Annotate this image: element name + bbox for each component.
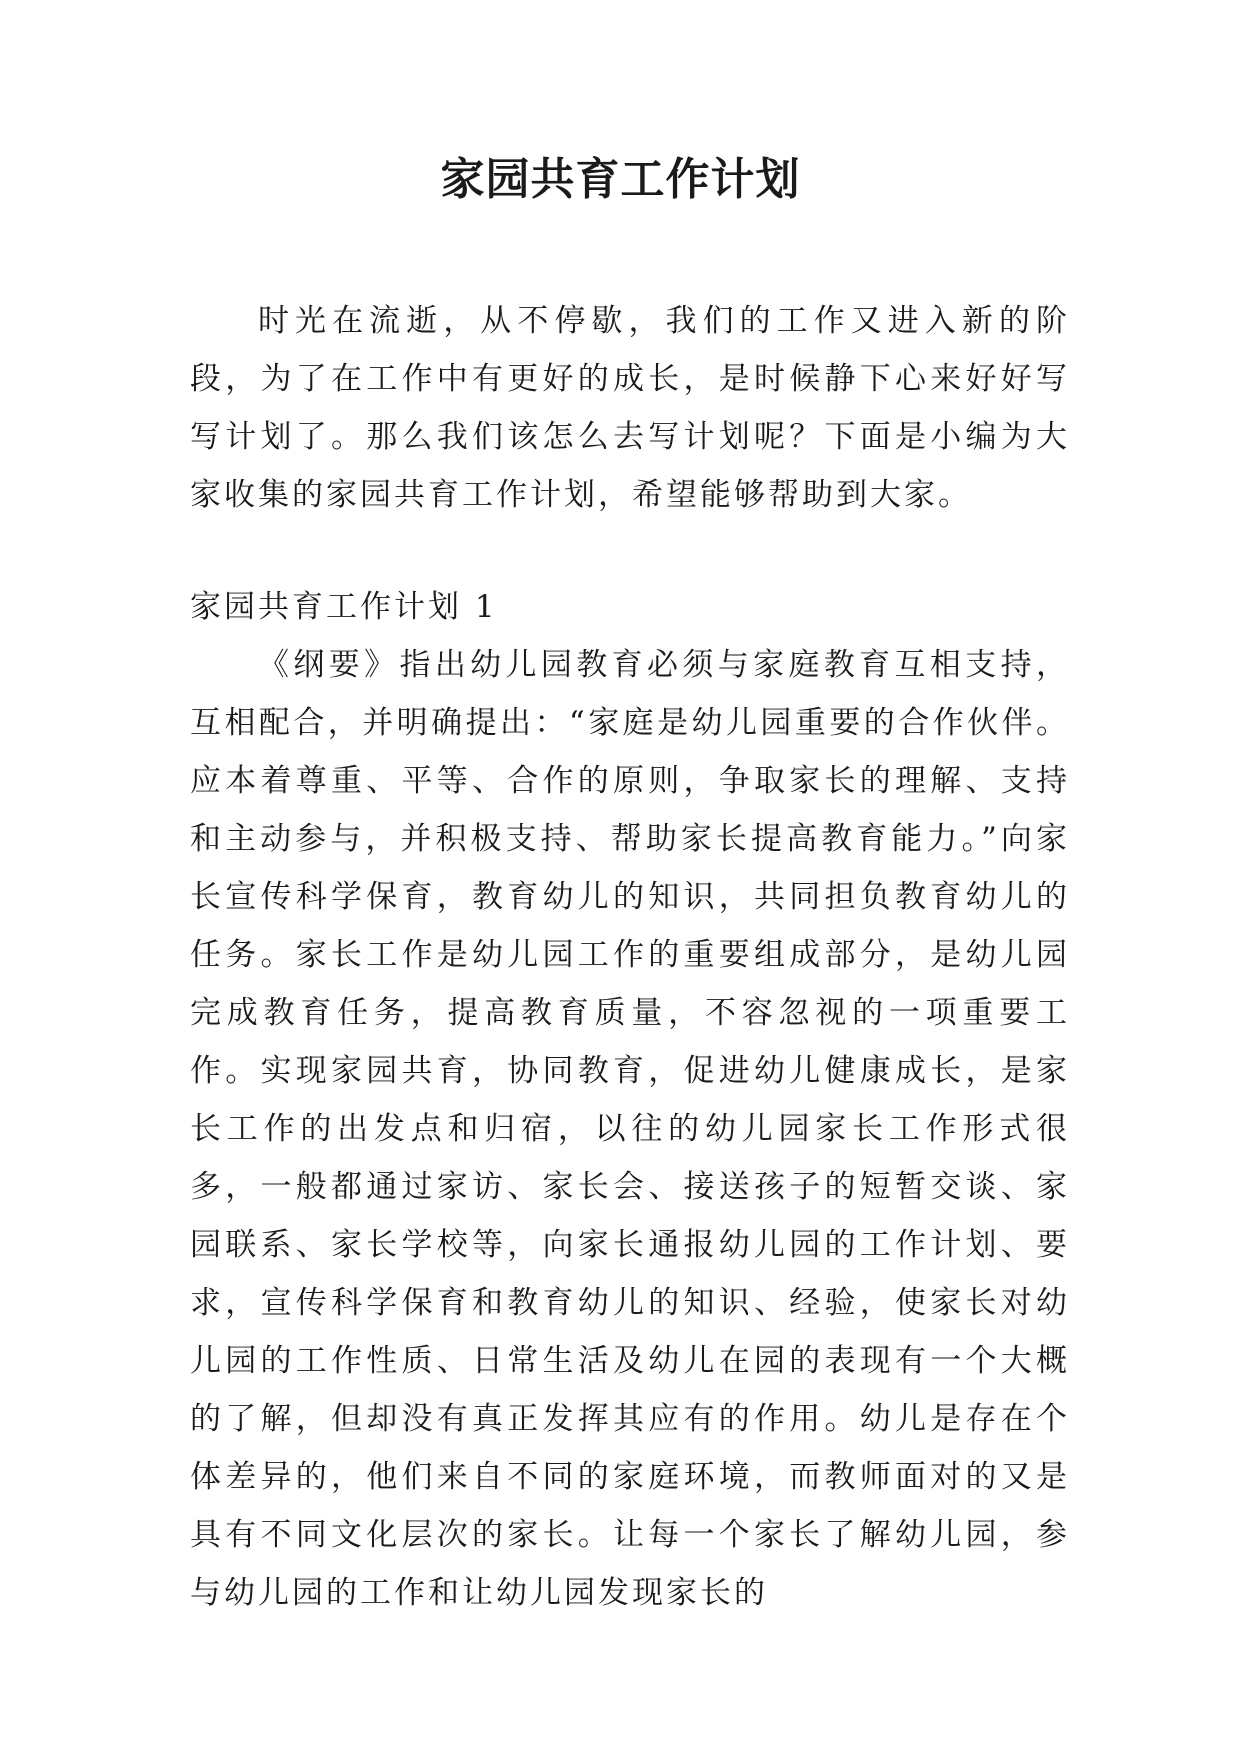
document-title: 家园共育工作计划 bbox=[440, 154, 801, 205]
intro-paragraph: 时光在流逝，从不停歇，我们的工作又进入新的阶段，为了在工作中有更好的成长，是时候静下心来好好写写计划了。那么我们该怎么去写计划呢？下面是小编为大家收集的家园共育工作计划，希望能够帮助到大家。 bbox=[190, 303, 1070, 513]
section-body-paragraph: 《纲要》指出幼儿园教育必须与家庭教育互相支持，互相配合，并明确提出：“家庭是幼儿园重要的合作伙伴。应本着尊重、平等、合作的原则，争取家长的理解、支持和主动参与，并积极支持、帮助家长提高教育能力。”向家长宣传科学保育，教育幼儿的知识，共同担负教育幼儿的任务。家长工作是幼儿园工作的重要组成部分，是幼儿园完成教育任务，提高教育质量，不容忽视的一项重要工作。实现家园共育，协同教育，促进幼儿健康成长，是家长工作的出发点和归宿，以往的幼儿园家长工作形式很多，一般都通过家访、家长会、接送孩子的短暂交谈、家园联系、家长学校等，向家长通报幼儿园的工作计划、要求，宣传科学保育和教育幼儿的知识、经验，使家长对幼儿园的工作性质、日常生活及幼儿在园的表现有一个大概的了解，但却没有真正发挥其应有的作用。幼儿是存在个体差异的，他们来自不同的家庭环境，而教师面对的又是具有不同文化层次的家长。让每一个家长了解幼儿园，参与幼儿园的工作和让幼儿园发现家长的 bbox=[190, 647, 1070, 1611]
section-heading: 家园共育工作计划 1 bbox=[190, 589, 498, 625]
